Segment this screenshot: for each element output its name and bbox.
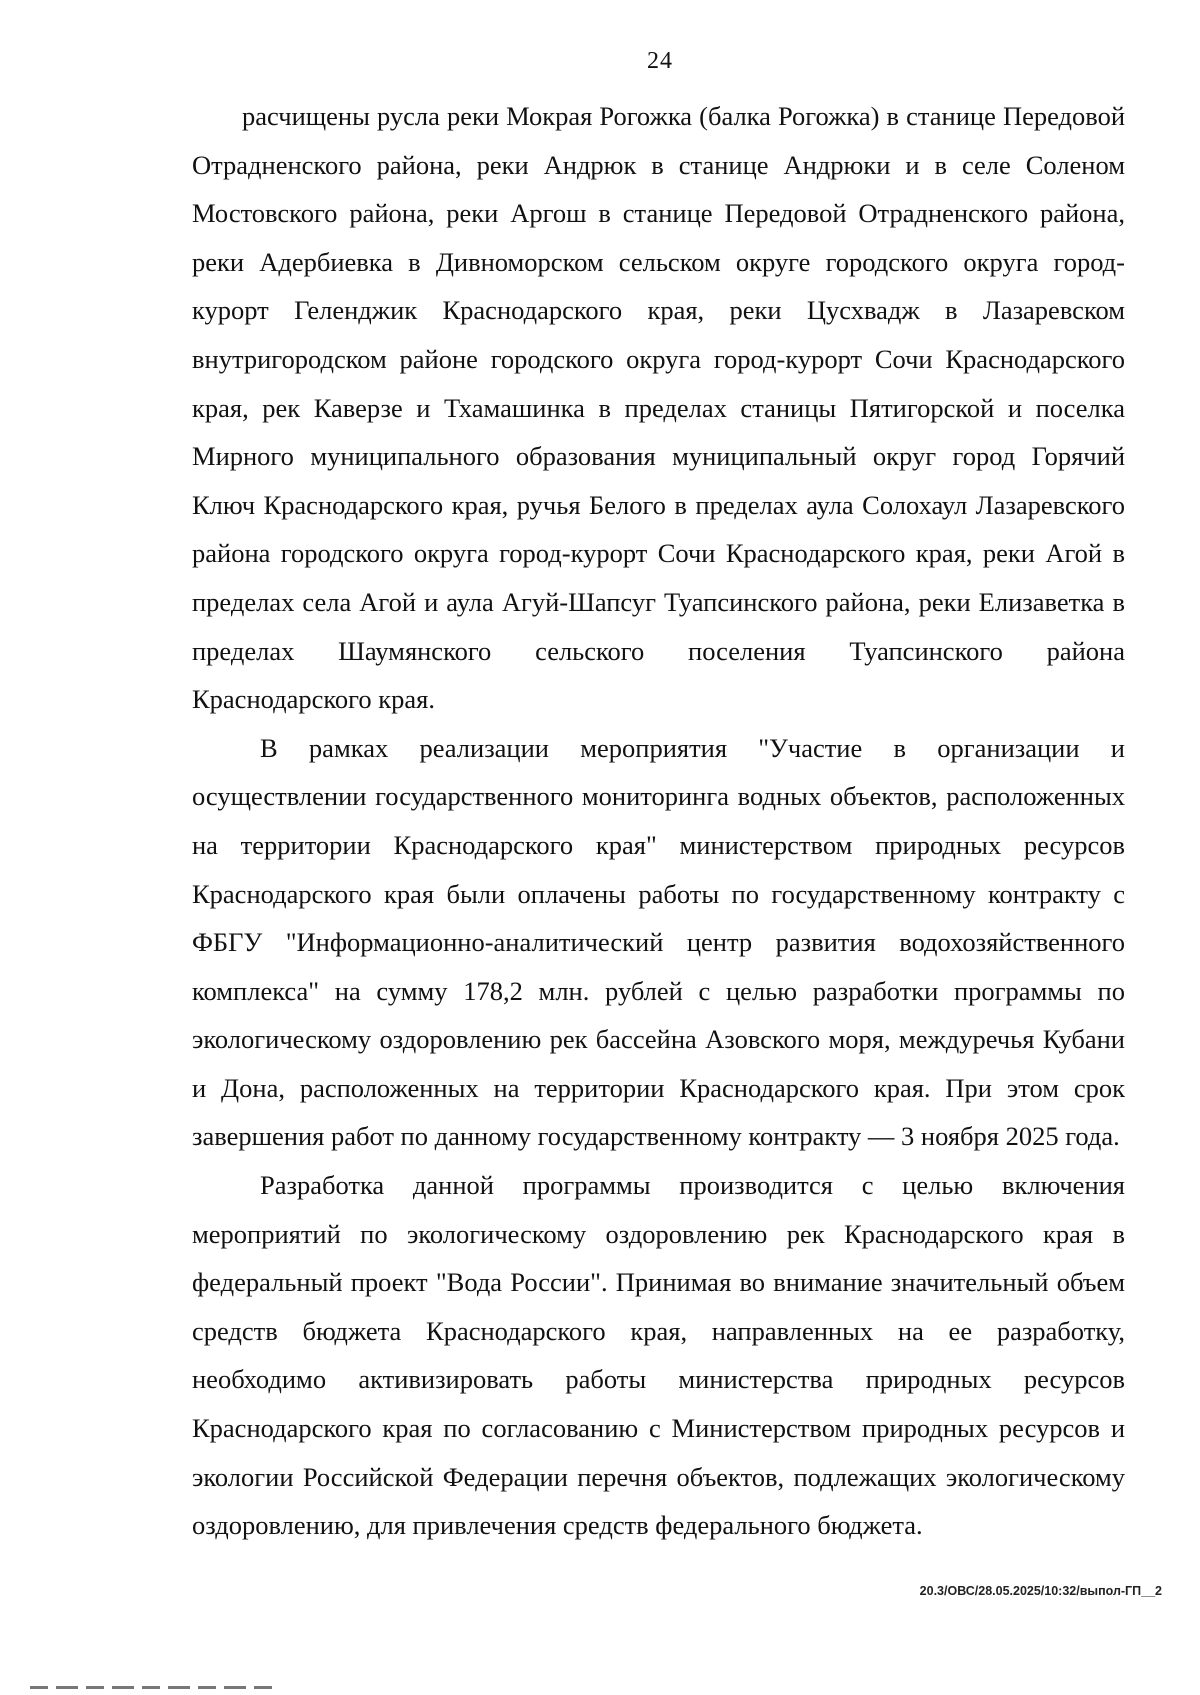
document-body <box>192 92 1125 1550</box>
paragraph-2: В рамках реализации мероприятия "Участие в организации и осуществлении государственного мониторинга водных объектов, расположенных на территории Краснодарского края" министерством природных ресурсов Краснодарского края были оплачены работы по государственному контракту с ФБГУ "Информационно-аналитический центр развития водохозяйственного комплекса" на сумму 178,2 млн. рублей с целью разработки программы по экологическому оздоровлению рек бассейна Азовского моря, междуречья Кубани и Дона, расположенных на территории Краснодарского края. При этом срок завершения работ по данному государственному контракту — 3 ноября 2025 года. <box>192 732 1125 1152</box>
scan-artifact-line <box>30 1686 280 1689</box>
page-number: 24 <box>647 48 673 74</box>
paragraph-1: расчищены русла реки Мокрая Рогожка (балка Рогожка) в станице Передовой Отрадненского района, реки Андрюк в станице Андрюки и в селе Соленом Мостовского района, реки Аргош в станице Передовой Отрадненского района, реки Адербиевка в Дивноморском сельском округе городского округа город-курорт Геленджик Краснодарского края, реки Цусхвадж в Лазаревском внутригородском районе городского округа город-курорт Сочи Краснодарского края, рек Каверзе и Тхамашинка в пределах станицы Пятигорской и поселка Мирного муниципального образования муниципальный округ город Горячий Ключ Краснодарского края, ручья Белого в пределах аула Солохаул Лазаревского района городского округа город-курорт Сочи Краснодарского края, реки Агой в пределах села Агой и аула Агуй-Шапсуг Туапсинского района, реки Елизаветка в пределах Шаумянского сельского поселения Туапсинского района Краснодарского края. <box>192 101 1125 715</box>
paragraph-3: Разработка данной программы производится с целью включения мероприятий по экологическому оздоровлению рек Краснодарского края в федеральный проект "Вода России". Принимая во внимание значительный объем средств бюджета Краснодарского края, направленных на ее разработку, необходимо активизировать работы министерства природных ресурсов Краснодарского края по согласованию с Министерством природных ресурсов и экологии Российской Федерации перечня объектов, подлежащих экологическому оздоровлению, для привлечения средств федерального бюджета. <box>192 1170 1125 1541</box>
document-code: 20.3/ОВС/28.05.2025/10:32/выпол-ГП__2 <box>919 1584 1162 1598</box>
